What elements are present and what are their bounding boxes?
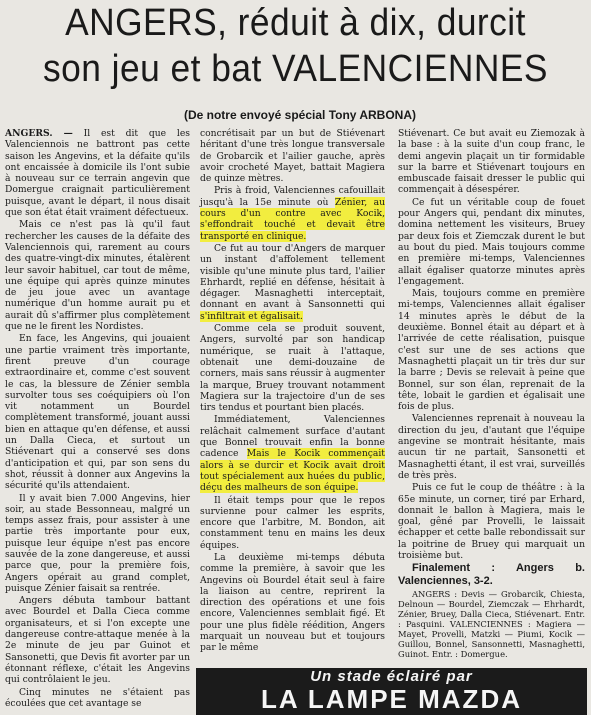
paragraph-text: Pris à froid, Valenciennes cafouillait jusqu'à la 15e minute où xyxy=(200,185,385,208)
paragraph: Puis ce fut le coup de théâtre : à la 65e minute, un corner, tiré par Erhard, donnait le ballon à Magiera, mais le goal, gêné par Provelli, le laissait échapper et cette balle rebondissait sur la poitrine de Bruey qui marquait un troisième but. xyxy=(398,482,585,561)
advertisement-banner xyxy=(196,668,587,715)
paragraph: Stiévenart. Ce but avait eu Ziemozak à la base : à la suite d'un coup franc, le demi angevin plaçait un tir formidable sur la barre et Stiévenart toujours en embuscade faisait dresser le public qui commençait à désespérer. xyxy=(398,128,585,196)
paragraph-text: Immédiatement, Valenciennes relâchait calmement surface d'autant que Bonnel trouvait enfin la bonne cadence xyxy=(200,414,385,460)
paragraph: Il était temps pour que le repos survienne pour calmer les esprits, encore que l'arbitre, M. Bondon, ait constamment tenu en mains les deux équipes. xyxy=(200,494,385,551)
paragraph: En face, les Angevins, qui jouaient une partie vraiment très importante, firent preuve d'un courage extraordinaire et, comme c'est souvent le cas, la blessure de Zénier sembla survolter tous ses coéquipiers où l'on vit notamment un Bourdel complètement transformé, jouant aussi bien en attaque qu'en défense, et aussi un Dalla Cieca, et surtout un Stiévenart qui a conservé ses dons d'anticipation et qui, par son sens du shot, réussit à donner aux Angevins la sécurité qu'ils attendaient. xyxy=(5,333,190,492)
paragraph xyxy=(200,243,385,322)
paragraph-text: Il est dit que les Valenciennois ne battront pas cette saison les Angevins, et la défaite qu'ils ont encaissée à domicile ils l'ont subie à nouveau sur ce terrain angevin que Domergue craignait particulièrement puisque, avant le départ, il nous disait que son état était vraiment défectueux. xyxy=(5,128,190,219)
ad-brand: LA LAMPE MAZDA xyxy=(260,684,522,714)
byline: (De notre envoyé spécial Tony ARBONA) xyxy=(183,108,417,122)
paragraph: Ce fut un véritable coup de fouet pour Angers qui, pendant dix minutes, domina nettement les visiteurs, Bruey par deux fois et Ziemczak durent le but au bout du pied. Mais toujours comme en première mi-temps, Valenciennes allait égaliser quatorze minutes après l'engagement. xyxy=(398,196,585,287)
highlighted-text: s'infiltrait et égalisait. xyxy=(200,310,303,322)
headline-line-2: son jeu et bat VALENCIENNES xyxy=(43,48,548,90)
article-column-2 xyxy=(200,128,385,712)
paragraph xyxy=(200,414,385,493)
article-column-3 xyxy=(398,128,585,660)
highlighted-text: Mais le Kocik commençait alors à se durcir et Kocik avait droit tout spécialement aux huées du public, déçu des malheurs de son équipe. xyxy=(200,448,385,494)
paragraph: Comme cela se produit souvent, Angers, survolté par son handicap numérique, se ruait à l'attaque, obtenait une demi-douzaine de corners, mais sans réussir à augmenter la marque, Bruey trouvant notamment Magiera sur la trajectoire d'un de ses tirs tendus et pourtant bien placés. xyxy=(200,323,385,414)
paragraph: Valenciennes reprenait à nouveau la direction du jeu, d'autant que l'équipe angevine se montrait hésitante, mais aucun tir ne partait, Sansonetti et Masnaghetti étant, il est vrai, surveillés de très près. xyxy=(398,413,585,481)
article-column-1 xyxy=(5,128,190,713)
paragraph: Cinq minutes ne s'étaient pas écoulées que cet avantage se xyxy=(5,686,190,709)
paragraph-text: Ce fut au tour d'Angers de marquer un instant d'affolement tellement visible qu'une minute plus tard, l'ailier Ehrhardt, replié en défense, hésitait à dégager. Masnaghetti interceptait, donnant en avant à Sansonnetti qui xyxy=(200,242,385,311)
paragraph xyxy=(5,128,190,218)
paragraph: concrétisait par un but de Stiévenart héritant d'une très longue transversale de Grobarcik et l'ailier gauche, après avoir crocheté Mayet, battait Magiera de quinze mètres. xyxy=(200,128,385,185)
headline-line-1: ANGERS, réduit à dix, durcit xyxy=(65,2,526,44)
highlighted-text: Zénier, au cours d'un contre avec Kocik, s'effondrait touché et devait être transporté en clinique. xyxy=(200,196,386,242)
team-lineups: ANGERS : Devis — Grobarcik, Chiesta, Delnoun — Bourdel, Ziemczak — Ehrhardt, Zénier, Bruey, Dalla Cieca, Stiévenart. Entr. : Pasquini. VALENCIENNES : Magiera — Mayet, Provelli, Matzki — Piumi, Kocik — Guillou, Bonnel, Sansonnetti, Masnaghetti, Guinot. Entr. : Domergue. xyxy=(398,589,585,660)
paragraph: Mais, toujours comme en première mi-temps, Valenciennes allait égaliser 14 minutes après le début de la deuxième. Bonnel était au départ et à l'arrivée de cette réalisation, puisque c'est sur une de ses actions que Masnaghetti plaçait un tir très dur sur la barre ; Devis se relevait à peine que Bonnel, sur son élan, reprenait de la tête, lobait le gardien et égalisait une fois de plus. xyxy=(398,288,585,413)
paragraph: Angers débuta tambour battant avec Bourdel et Dalla Cieca comme organisateurs, et si l'on excepte une dangereuse contre-attaque menée à la 2e minute de jeu par Guinot et Sansonetti, que Devis fit avorter par un étonnant réflexe, c'était les Angevins qui contrôlaient le jeu. xyxy=(5,595,190,686)
ad-tagline: Un stade éclairé par xyxy=(310,668,473,685)
paragraph: Il y avait bien 7.000 Angevins, hier soir, au stade Bessonneau, malgré un temps assez frais, pour assister à une partie très importante pour eux, puisque leur équipe n'est pas encore sauvée de la zone dangereuse, et aussi parce que, pour la première fois, Angers opérait au grand complet, puisque Zénier faisait sa rentrée. xyxy=(5,492,190,594)
paragraph xyxy=(200,185,385,241)
paragraph: Mais ce n'est pas là qu'il faut rechercher les causes de la défaite des Valenciennois qui, rarement au cours des quatre-vingt-dix minutes, étalèrent leur savoir habituel, car tout de même, une équipe qui après quinze minutes de jeu joue avec un avantage numérique d'un homme aurait pu et aurait dû s'affirmer plus complètement que ne le firent les Nordistes. xyxy=(5,219,190,333)
dateline: ANGERS. — xyxy=(5,128,73,139)
final-score: Finalement : Angers b. Valenciennes, 3-2. xyxy=(398,562,585,588)
headline xyxy=(0,0,591,92)
paragraph: La deuxième mi-temps débuta comme la première, à savoir que les Angevins où Bourdel était seul à faire la liaison au centre, reprirent la direction des opérations et une fois encore, Valenciennes semblait figé. Et pour une plus fidèle réédition, Angers marquait un nouveau but et toujours par le même xyxy=(200,551,385,654)
